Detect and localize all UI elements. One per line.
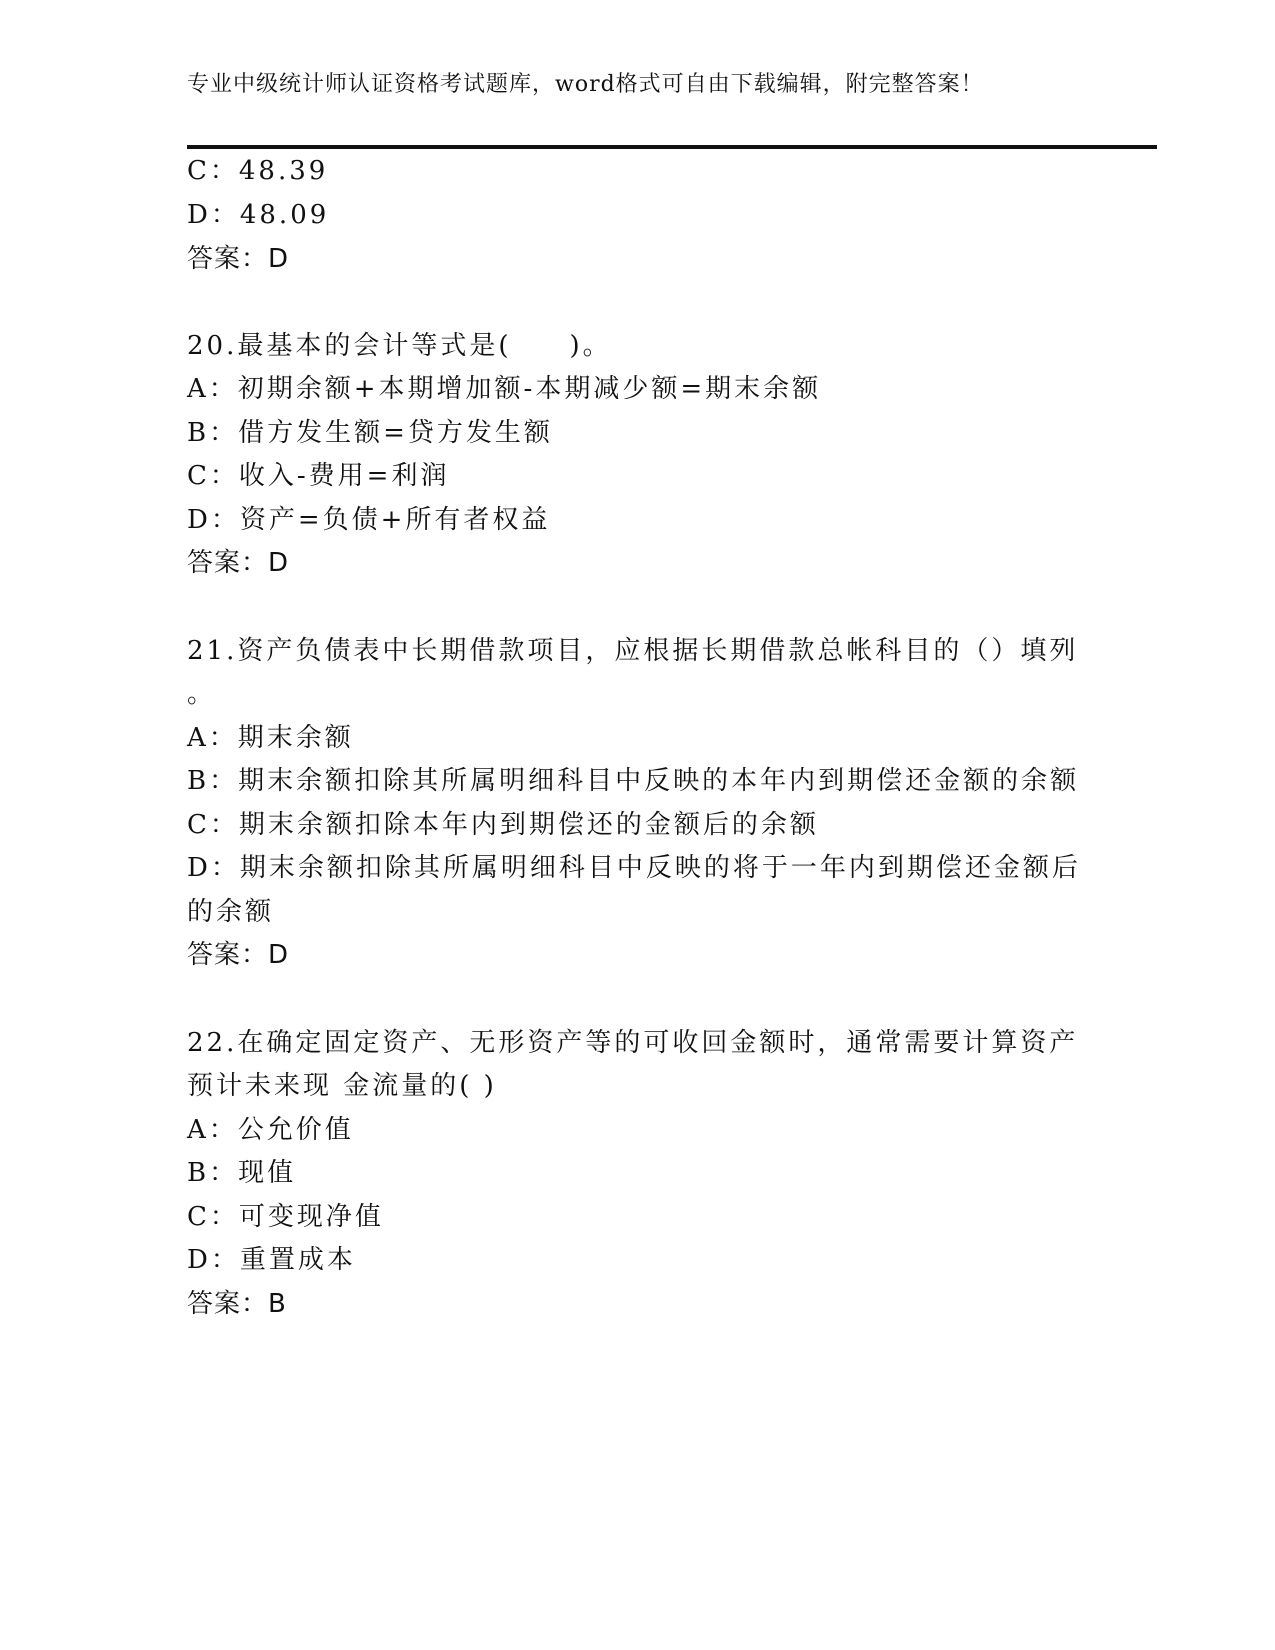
answer: 答案：B: [187, 1289, 287, 1319]
option-b: B：现值: [187, 1158, 297, 1188]
option-c: C：48.39: [187, 156, 329, 186]
option-d-continuation: 的余额: [187, 897, 275, 927]
answer: 答案：D: [187, 548, 290, 578]
option-d: D：重置成本: [187, 1245, 356, 1275]
question-22-continuation: 预计未来现 金流量的( ): [187, 1071, 497, 1101]
question-21: 21.资产负债表中长期借款项目，应根据长期借款总帐科目的（）填列: [187, 636, 1079, 666]
header-divider: [187, 145, 1157, 149]
option-a: A：期末余额: [187, 723, 354, 753]
question-21-continuation: 。: [187, 679, 217, 709]
option-c: C：可变现净值: [187, 1202, 384, 1232]
question-20: 20.最基本的会计等式是( )。: [187, 331, 612, 361]
answer: 答案：D: [187, 244, 290, 274]
option-d: D：资产=负债+所有者权益: [187, 505, 551, 535]
option-d: D：48.09: [187, 200, 330, 230]
page-header: 专业中级统计师认证资格考试题库，word格式可自由下载编辑，附完整答案！: [187, 72, 984, 97]
answer: 答案：D: [187, 940, 290, 970]
option-a: A：初期余额+本期增加额-本期减少额=期末余额: [187, 374, 822, 404]
option-c: C：收入-费用=利润: [187, 461, 450, 491]
option-b: B：期末余额扣除其所属明细科目中反映的本年内到期偿还金额的余额: [187, 766, 1080, 796]
option-b: B：借方发生额=贷方发生额: [187, 418, 553, 448]
option-d: D：期末余额扣除其所属明细科目中反映的将于一年内到期偿还金额后: [187, 853, 1081, 883]
question-22: 22.在确定固定资产、无形资产等的可收回金额时，通常需要计算资产: [187, 1028, 1079, 1058]
option-a: A：公允价值: [187, 1115, 354, 1145]
option-c: C：期末余额扣除本年内到期偿还的金额后的余额: [187, 810, 819, 840]
